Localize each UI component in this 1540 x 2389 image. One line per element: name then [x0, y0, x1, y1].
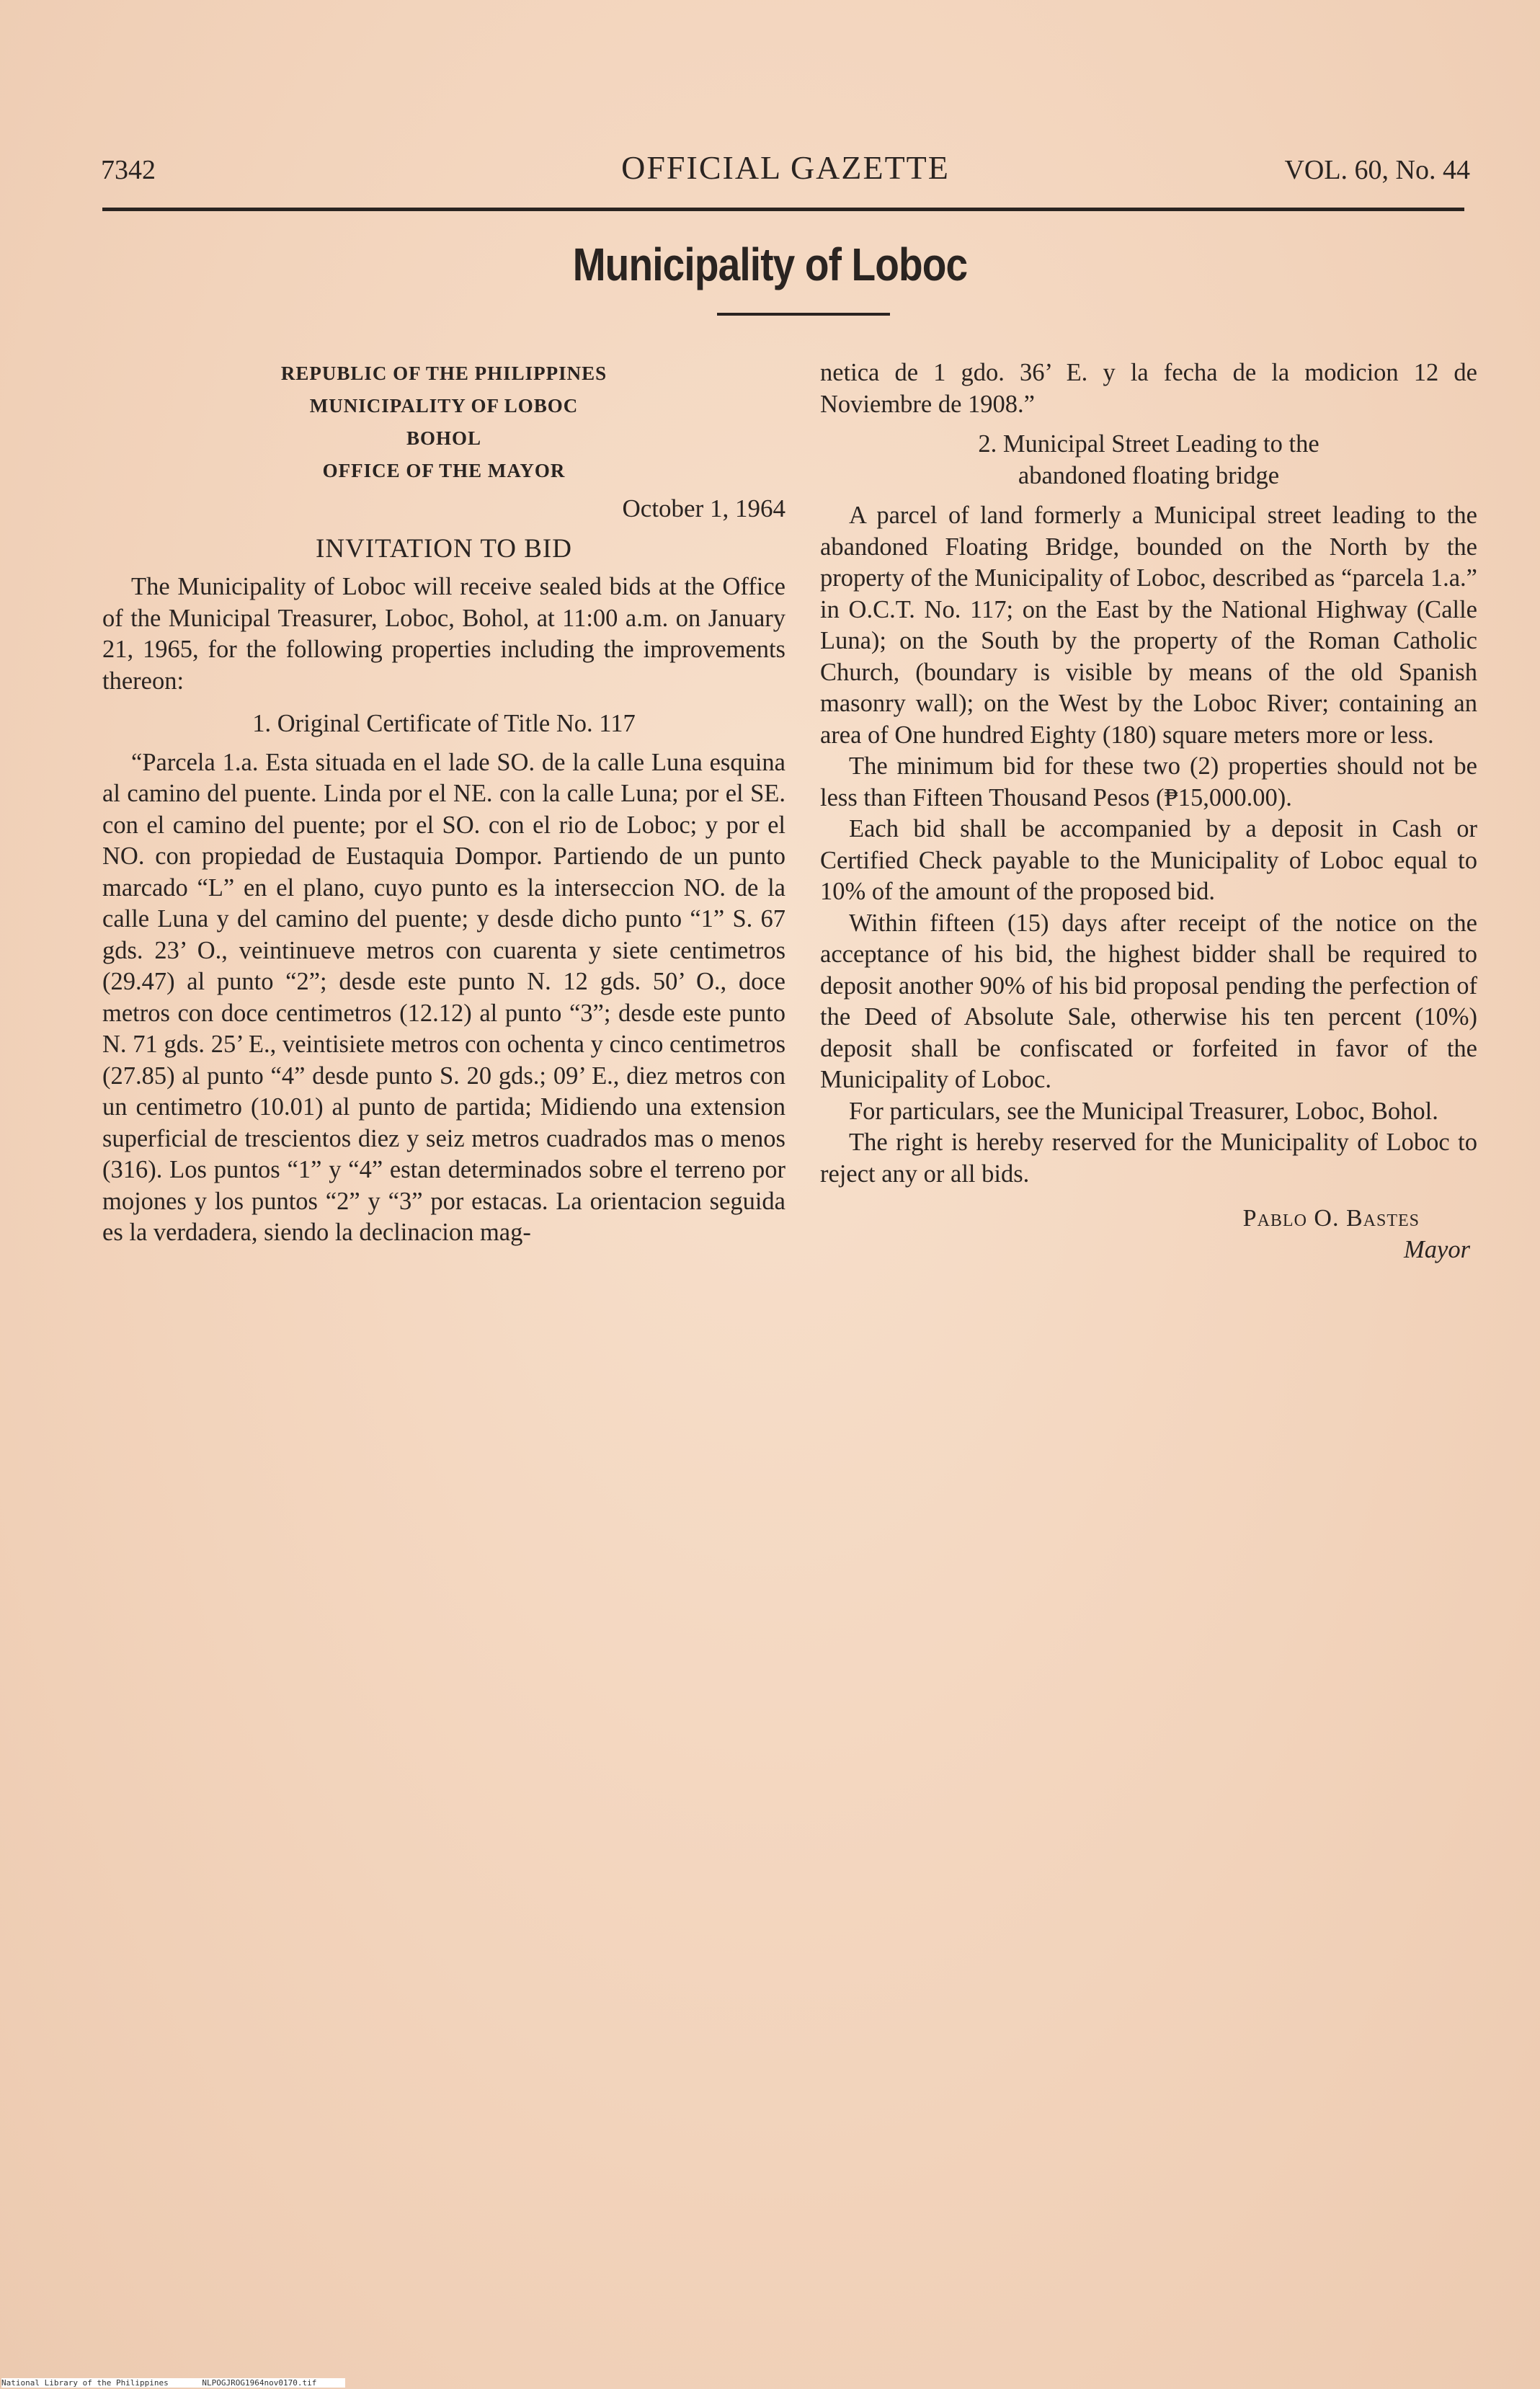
particulars-paragraph: For particulars, see the Municipal Treasurer, Loboc, Bohol.	[849, 1097, 1438, 1125]
signatory-name	[820, 1203, 1477, 1234]
intro-paragraph: The Municipality of Loboc will receive sealed bids at the Office of the Municipal Treasurer, Loboc, Bohol, at 11:00 a.m. on January 21, 1965, for the following properties including the improvements thereon:	[102, 573, 785, 695]
invitation-heading: INVITATION TO BID	[316, 533, 572, 564]
left-column	[102, 357, 785, 1249]
page-number: 7342	[101, 155, 156, 185]
page-title: Municipality of Loboc	[572, 239, 968, 290]
page-header	[101, 144, 1470, 202]
item2-heading-line2: abandoned floating bridge	[1018, 461, 1280, 489]
item1-continuation: netica de 1 gdo. 36’ E. y la fecha de la modicion 12 de Noviembre de 1908.”	[820, 359, 1477, 418]
acceptance-paragraph: Within fifteen (15) days after receipt of the notice on the acceptance of his bid, the highest bidder shall be required to deposit another 90% of his bid proposal pending the perfection of the Deed of Absolute Sale, otherwise his ten percent (10%) deposit shall be confiscated or forfeited in favor of the Municipality of Loboc.	[820, 909, 1477, 1093]
reservation-paragraph: The right is hereby reserved for the Municipality of Loboc to reject any or all bids.	[820, 1129, 1477, 1188]
heading-republic: REPUBLIC OF THE PHILIPPINES	[280, 362, 607, 384]
item2-description: A parcel of land formerly a Municipal street leading to the abandoned Floating Bridge, bounded on the North by the property of the Municipality of Loboc, described as “parcela 1.a.” in O.C.T. No. 117; on the East by the National Highway (Calle Luna); on the South by the property of the Roman Catholic Church, (boundary is visible by means of the old Spanish masonry wall); on the West by the Loboc River; containing an area of One hundred Eighty (180) square meters more or less.	[820, 502, 1477, 749]
footer-file: NLPOGJROG1964nov0170.tif	[202, 2378, 317, 2388]
signatory-title: Mayor	[1404, 1235, 1470, 1263]
item1-heading: 1. Original Certificate of Title No. 117	[252, 710, 636, 737]
heading-municipality: MUNICIPALITY OF LOBOC	[309, 395, 579, 417]
minimum-bid-paragraph: The minimum bid for these two (2) properties should not be less than Fifteen Thousand Pesos (₱15,000.00).	[820, 752, 1477, 811]
heading-province: BOHOL	[406, 427, 482, 449]
signatory-text: Pablo O. Bastes	[1242, 1205, 1420, 1232]
publication-title: OFFICIAL GAZETTE	[621, 149, 950, 186]
title-rule	[717, 313, 890, 316]
heading-office: OFFICE OF THE MAYOR	[322, 460, 566, 481]
footer-library: National Library of the Philippines	[1, 2378, 169, 2388]
volume-label: VOL. 60, No. 44	[1284, 155, 1470, 185]
right-column	[820, 357, 1477, 1265]
deposit-paragraph: Each bid shall be accompanied by a deposit in Cash or Certified Check payable to the Municipality of Loboc equal to 10% of the amount of the proposed bid.	[820, 815, 1477, 905]
item1-description: “Parcela 1.a. Esta situada en el lade SO. de la calle Luna esquina al camino del puente. Linda por el NE. con la calle Luna; por el SE. con el camino del puente; por el SO. con el rio de Loboc; y por el NO. con propiedad de Eustaquia Dompor. Partiendo de un punto marcado “L” en el plano, cuyo punto es la interseccion NO. de la calle Luna y del camino del puente; y desde dicho punto “1” S. 67 gds. 23’ O., veintinueve metros con cuarenta y siete centimetros (29.47) al punto “2”; desde este punto N. 12 gds. 50’ O., doce metros con doce centimetros (12.12) al punto “3”; desde este punto N. 71 gds. 25’ E., veintisiete metros con ochenta y cinco centimetros (27.85) al punto “4” desde punto S. 20 gds.; 09’ E., diez metros con un centimetro (10.01) al punto de partida; Midiendo una extension superficial de trescientos diez y seiz metros cuadrados mas o menos (316). Los puntos “1” y “4” estan determinados sobre el terreno por mojones y los puntos “2” y “3” por estacas. La orientacion seguida es la verdadera, siendo la declinacion mag-	[102, 748, 785, 1246]
scan-footer	[1, 2378, 345, 2388]
header-rule	[102, 208, 1464, 211]
notice-date: October 1, 1964	[622, 494, 785, 522]
item2-heading-line1: 2. Municipal Street Leading to the	[978, 430, 1319, 458]
notice-heading	[102, 357, 785, 487]
